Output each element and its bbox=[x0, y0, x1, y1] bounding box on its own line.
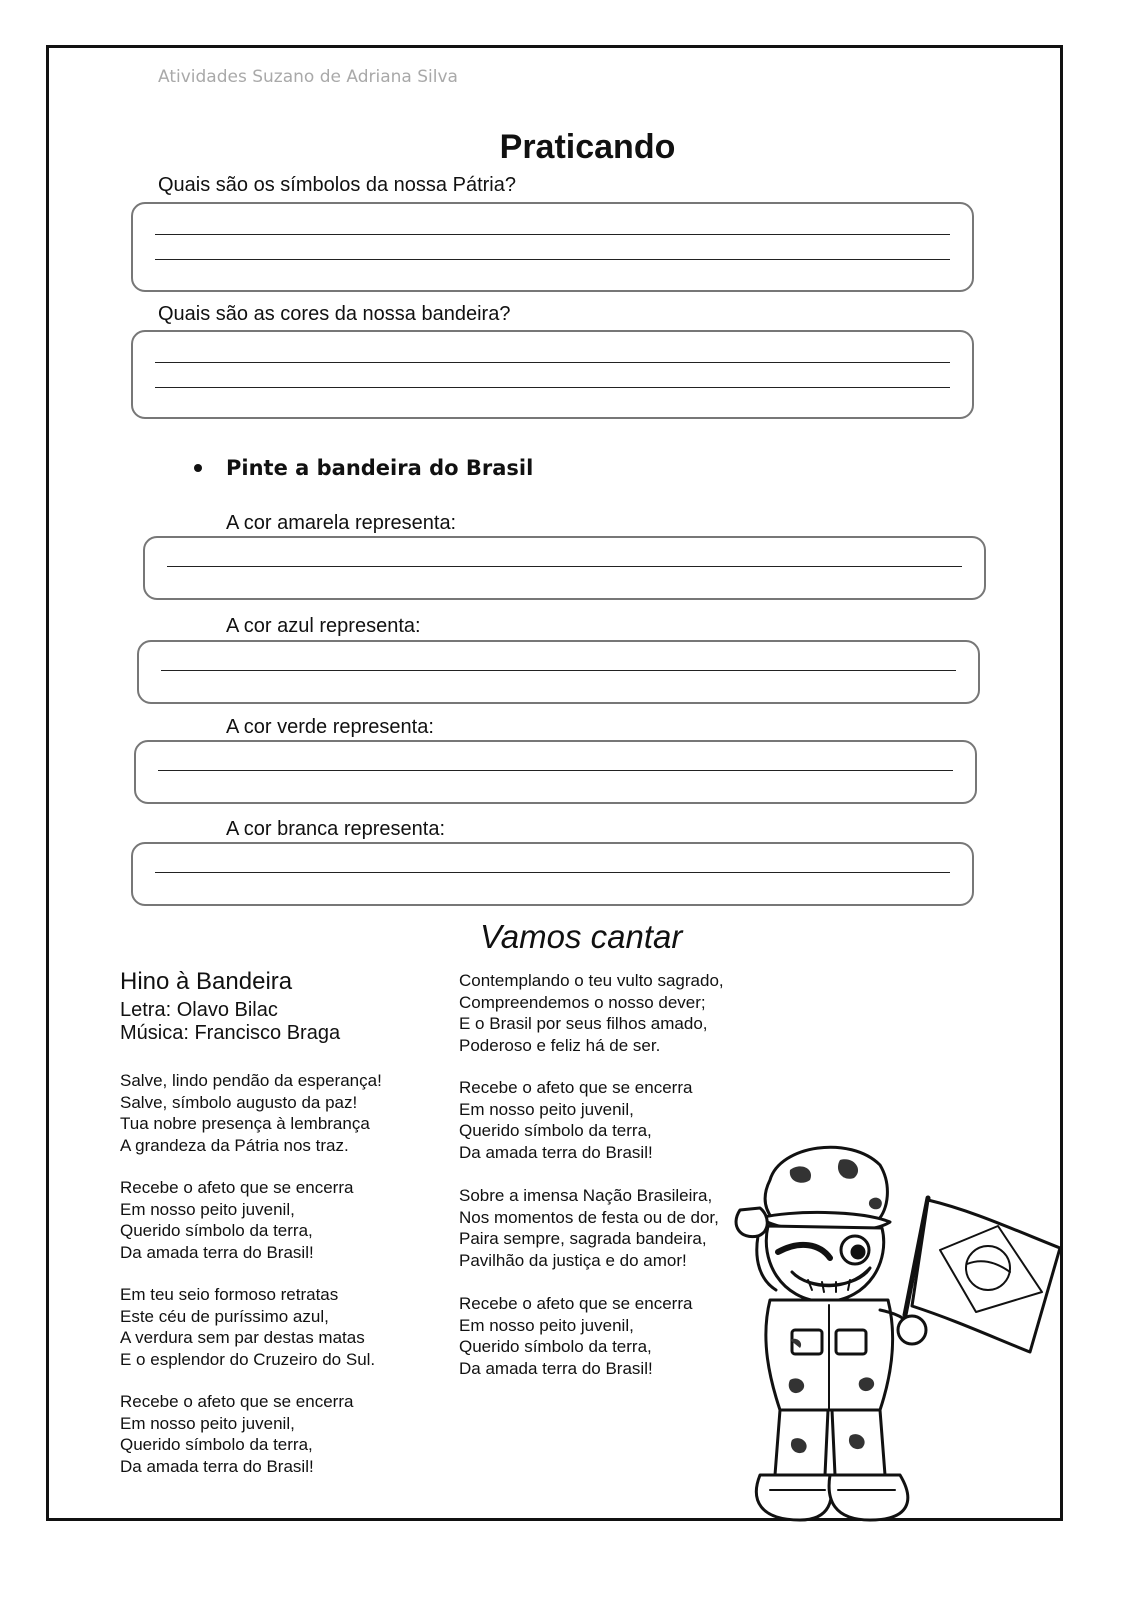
lyric-line: Salve, lindo pendão da esperança! bbox=[120, 1071, 382, 1090]
lyric-line: Querido símbolo da terra, bbox=[459, 1337, 652, 1356]
lyric-line: Sobre a imensa Nação Brasileira, bbox=[459, 1186, 713, 1205]
lyric-line: Em nosso peito juvenil, bbox=[459, 1099, 634, 1119]
stanza-left-4 bbox=[120, 1391, 353, 1477]
lyric-line: A verdura sem par destas matas bbox=[120, 1328, 365, 1347]
question-symbols: Quais são os símbolos da nossa Pátria? bbox=[158, 174, 516, 196]
stanza-left-1 bbox=[120, 1070, 382, 1156]
answer-line bbox=[155, 259, 950, 260]
lyric-line: Poderoso e feliz há de ser. bbox=[459, 1035, 661, 1055]
stanza-right-3 bbox=[459, 1185, 719, 1271]
lyric-line: Compreendemos o nosso dever; bbox=[459, 992, 706, 1012]
lyric-line: Em teu seio formoso retratas bbox=[120, 1285, 339, 1304]
prompt-blue: A cor azul representa: bbox=[226, 615, 421, 637]
lyric-line: Recebe o afeto que se encerra bbox=[459, 1078, 693, 1097]
prompt-green: A cor verde representa: bbox=[226, 716, 434, 738]
lyric-line: Da amada terra do Brasil! bbox=[459, 1142, 653, 1162]
lyric-line: Nos momentos de festa ou de dor, bbox=[459, 1207, 719, 1227]
answer-box-colors[interactable] bbox=[131, 330, 974, 419]
answer-line bbox=[155, 872, 950, 873]
answer-line bbox=[155, 234, 950, 235]
stanza-right-4 bbox=[459, 1293, 692, 1379]
instruction-text: Pinte a bandeira do Brasil bbox=[226, 456, 534, 480]
answer-box-symbols[interactable] bbox=[131, 202, 974, 292]
stanza-right-1 bbox=[459, 970, 724, 1056]
music-credit: Música: Francisco Braga bbox=[120, 1022, 341, 1044]
answer-box-blue[interactable] bbox=[137, 640, 980, 704]
bullet-icon bbox=[194, 464, 202, 472]
hymn-title: Hino à Bandeira bbox=[120, 968, 293, 995]
instruction-item bbox=[194, 456, 533, 480]
page-title: Praticando bbox=[499, 128, 676, 166]
prompt-yellow: A cor amarela representa: bbox=[226, 512, 457, 534]
lyric-line: Da amada terra do Brasil! bbox=[120, 1242, 314, 1262]
lyric-line: Querido símbolo da terra, bbox=[120, 1435, 313, 1454]
lyric-line: Em nosso peito juvenil, bbox=[120, 1199, 295, 1219]
lyric-line: Contemplando o teu vulto sagrado, bbox=[459, 971, 724, 990]
lyrics-credit: Letra: Olavo Bilac bbox=[120, 999, 278, 1021]
lyric-line: Da amada terra do Brasil! bbox=[459, 1358, 653, 1378]
lyric-line: Recebe o afeto que se encerra bbox=[120, 1178, 354, 1197]
prompt-white: A cor branca representa: bbox=[226, 818, 446, 840]
lyric-line: E o esplendor do Cruzeiro do Sul. bbox=[120, 1349, 376, 1369]
watermark: Atividades Suzano de Adriana Silva bbox=[158, 67, 458, 87]
lyric-line: Recebe o afeto que se encerra bbox=[120, 1392, 354, 1411]
stanza-left-2 bbox=[120, 1177, 353, 1263]
lyric-line: Em nosso peito juvenil, bbox=[459, 1315, 634, 1335]
lyric-line: Salve, símbolo augusto da paz! bbox=[120, 1092, 358, 1112]
answer-line bbox=[167, 566, 962, 567]
question-colors: Quais são as cores da nossa bandeira? bbox=[158, 303, 511, 325]
lyric-line: Em nosso peito juvenil, bbox=[120, 1413, 295, 1433]
lyric-line: Este céu de puríssimo azul, bbox=[120, 1306, 329, 1326]
lyric-line: Querido símbolo da terra, bbox=[459, 1121, 652, 1140]
answer-box-yellow[interactable] bbox=[143, 536, 986, 600]
answer-line bbox=[161, 670, 956, 671]
lyric-line: A grandeza da Pátria nos traz. bbox=[120, 1135, 349, 1155]
stanza-right-2 bbox=[459, 1077, 692, 1163]
answer-box-green[interactable] bbox=[134, 740, 977, 804]
answer-line bbox=[155, 387, 950, 388]
lyric-line: E o Brasil por seus filhos amado, bbox=[459, 1014, 708, 1033]
soldier-with-flag-icon bbox=[730, 1140, 1070, 1525]
lyric-line: Paira sempre, sagrada bandeira, bbox=[459, 1229, 707, 1248]
lyric-line: Tua nobre presença à lembrança bbox=[120, 1114, 370, 1133]
lyric-line: Recebe o afeto que se encerra bbox=[459, 1294, 693, 1313]
answer-line bbox=[155, 362, 950, 363]
answer-box-white[interactable] bbox=[131, 842, 974, 906]
lyric-line: Querido símbolo da terra, bbox=[120, 1221, 313, 1240]
answer-line bbox=[158, 770, 953, 771]
lyric-line: Da amada terra do Brasil! bbox=[120, 1456, 314, 1476]
section-title-sing: Vamos cantar bbox=[480, 918, 683, 955]
lyric-line: Pavilhão da justiça e do amor! bbox=[459, 1250, 687, 1270]
stanza-left-3 bbox=[120, 1284, 375, 1370]
